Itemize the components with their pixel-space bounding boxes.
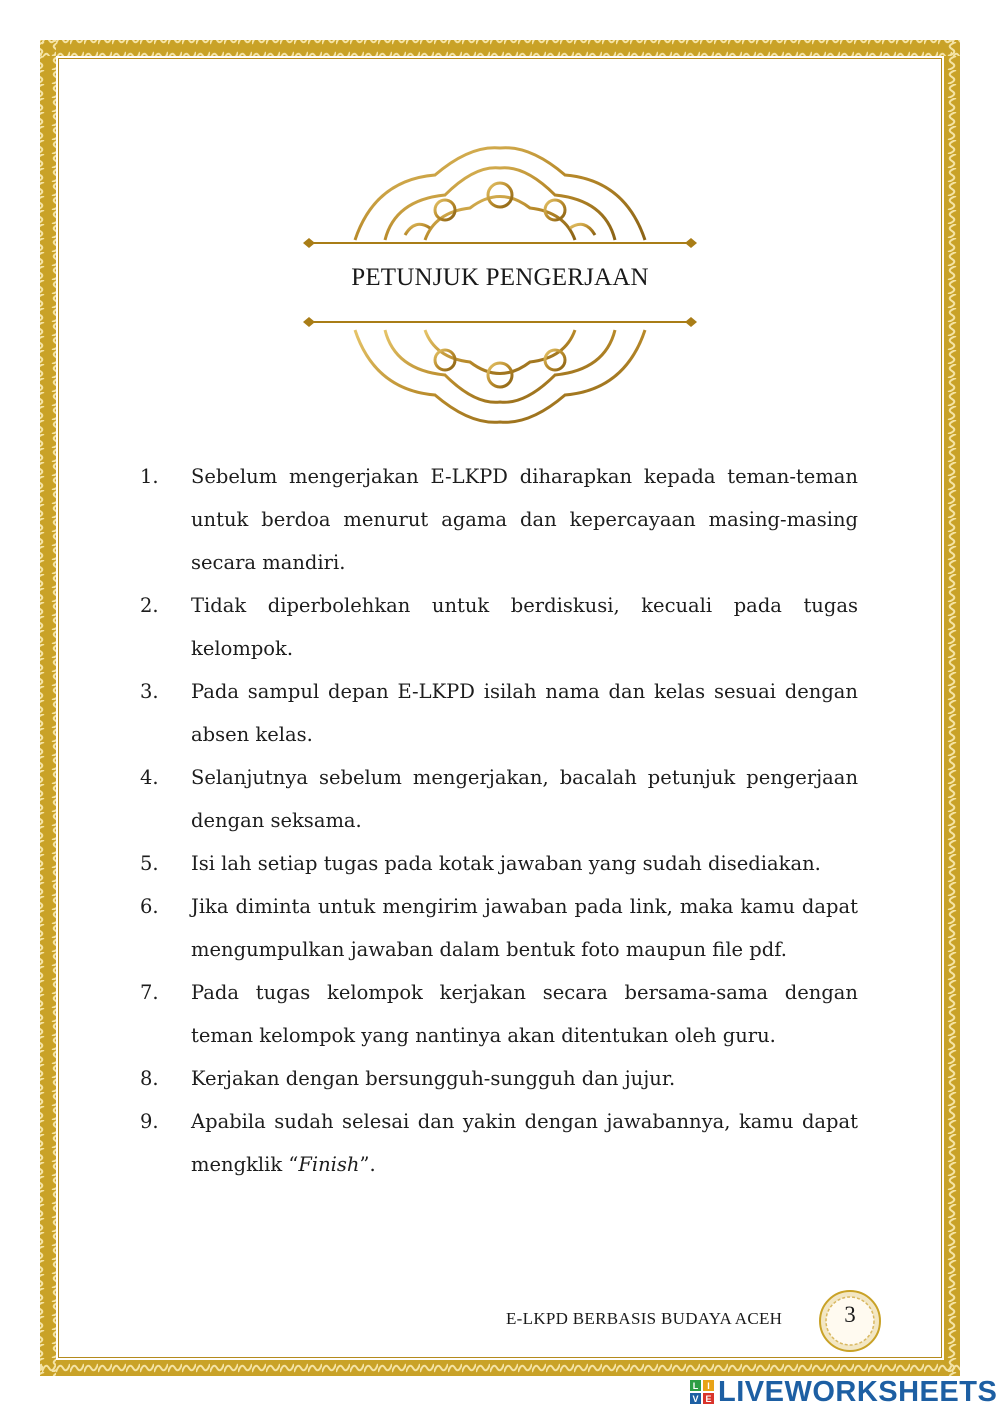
item-number: 4. — [140, 766, 159, 789]
list-item — [140, 1057, 858, 1100]
item-number: 5. — [140, 852, 159, 875]
list-item — [140, 455, 858, 584]
item-text: Kerjakan dengan bersungguh-sungguh dan jujur. — [191, 1067, 676, 1090]
item-text: Sebelum mengerjakan E-LKPD diharapkan kepada teman-teman untuk berdoa menurut agama dan kepercayaan masing-masing secara mandiri. — [191, 465, 858, 574]
item-text: Pada sampul depan E-LKPD isilah nama dan kelas sesuai dengan absen kelas. — [191, 680, 858, 746]
list-item — [140, 670, 858, 756]
item-text-start: Apabila sudah selesai dan yakin dengan jawabannya, kamu dapat mengklik “ — [191, 1110, 858, 1176]
list-item — [140, 885, 858, 971]
liveworksheets-wordmark: LIVEWORKSHEETS — [718, 1375, 998, 1408]
page-title: PETUNJUK PENGERJAAN — [351, 264, 649, 291]
instruction-list — [140, 455, 858, 1186]
item-text: Tidak diperbolehkan untuk berdiskusi, kecuali pada tugas kelompok. — [191, 594, 858, 660]
list-item — [140, 1100, 858, 1186]
list-item — [140, 971, 858, 1057]
item-text: Jika diminta untuk mengirim jawaban pada link, maka kamu dapat mengumpulkan jawaban dalam bentuk foto maupun file pdf. — [191, 895, 858, 961]
svg-text:E: E — [705, 1394, 712, 1404]
finish-emphasis: Finish — [298, 1153, 360, 1176]
item-text: Selanjutnya sebelum mengerjakan, bacalah petunjuk pengerjaan dengan seksama. — [191, 766, 858, 832]
svg-text:I: I — [707, 1381, 710, 1391]
item-text: Pada tugas kelompok kerjakan secara bersama-sama dengan teman kelompok yang nantinya akan ditentukan oleh guru. — [191, 981, 858, 1047]
liveworksheets-icon — [690, 1380, 714, 1404]
liveworksheets-logo[interactable] — [690, 1376, 997, 1408]
footer-label: E-LKPD BERBASIS BUDAYA ACEH — [506, 1309, 783, 1328]
list-item — [140, 584, 858, 670]
item-number: 2. — [140, 594, 159, 617]
item-text: Isi lah setiap tugas pada kotak jawaban yang sudah disediakan. — [191, 852, 821, 875]
item-number: 3. — [140, 680, 159, 703]
list-item — [140, 842, 858, 885]
svg-text:L: L — [692, 1381, 699, 1391]
item-number: 9. — [140, 1110, 159, 1133]
page-number: 3 — [844, 1302, 856, 1327]
svg-text:V: V — [692, 1394, 699, 1404]
list-item — [140, 756, 858, 842]
item-number: 6. — [140, 895, 159, 918]
item-number: 1. — [140, 465, 159, 488]
item-number: 8. — [140, 1067, 159, 1090]
item-number: 7. — [140, 981, 159, 1004]
item-text-end: ”. — [359, 1153, 376, 1176]
